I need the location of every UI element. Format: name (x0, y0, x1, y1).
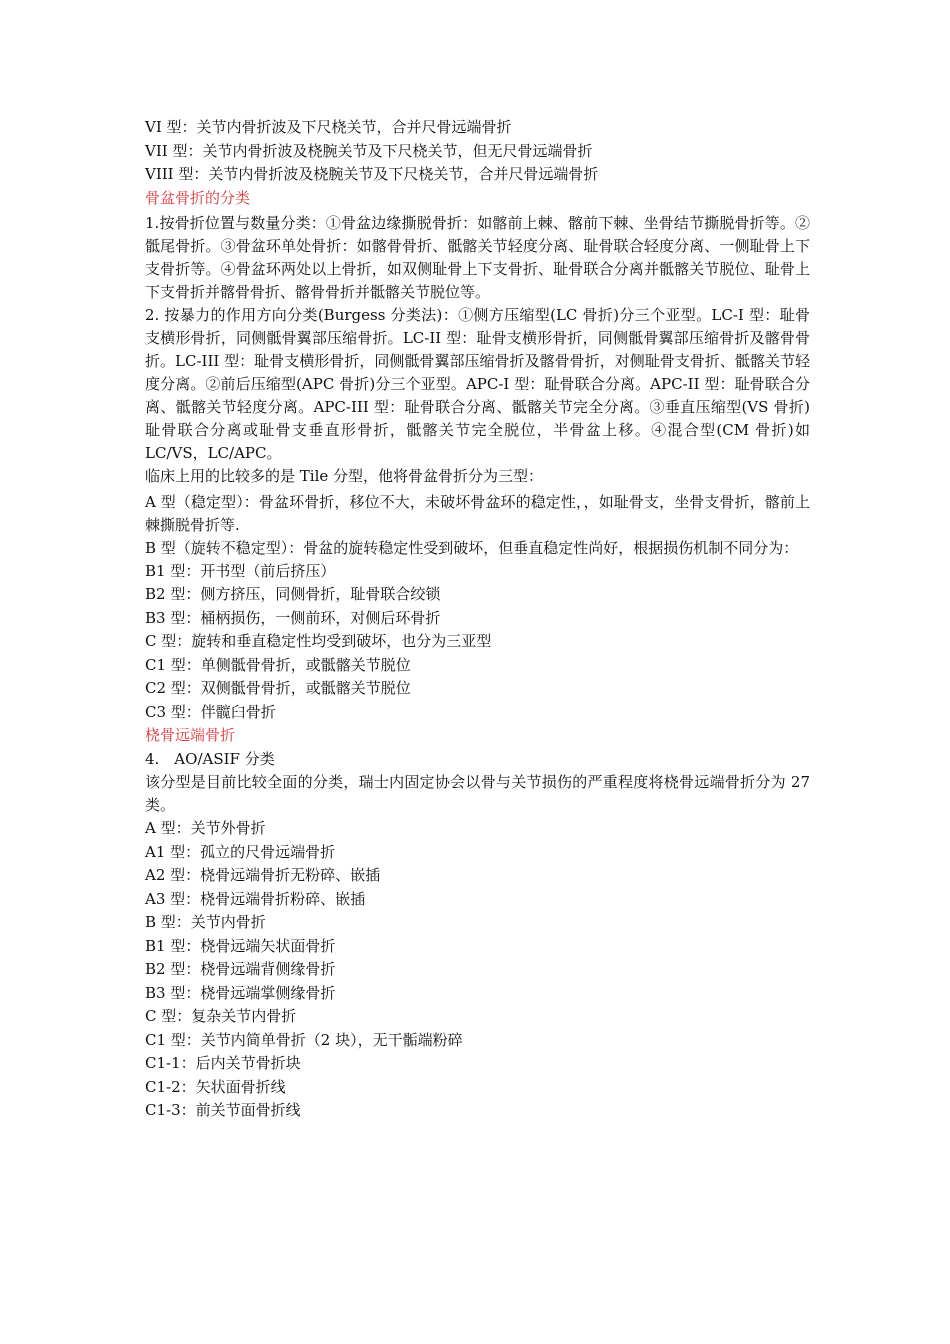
ao-c-line: C 型：复杂关节内骨折 (145, 1007, 297, 1025)
ao-c1-1-line: C1-1：后内关节骨折块 (145, 1054, 301, 1072)
tile-c3-line: C3 型：伴髋臼骨折 (145, 702, 276, 721)
tile-intro-line: 临床上用的比较多的是 Tile 分型，他将骨盆骨折分为三型： (145, 467, 544, 485)
distal-radius-heading: 桡骨远端骨折 (145, 726, 236, 744)
ao-asif-line: 4. AO/ASIF 分类 (145, 749, 275, 768)
ao-a-line: A 型：关节外骨折 (145, 819, 266, 837)
tile-type-b-paragraph: B 型（旋转不稳定型）：骨盆的旋转稳定性受到破坏，但垂直稳定性尚好，根据损伤机制不同分为： (145, 538, 799, 557)
ao-b-line: B 型：关节内骨折 (145, 913, 266, 931)
tile-c1-line: C1 型：单侧骶骨骨折，或骶髂关节脱位 (145, 655, 411, 674)
ao-a1-line: A1 型：孤立的尺骨远端骨折 (145, 842, 336, 861)
burgess-classification-paragraph: 2. 按暴力的作用方向分类(Burgess 分类法)：①侧方压缩型(LC 骨折)分三个亚型。LC-I 型：耻骨支横形骨折，同侧骶骨翼部压缩骨折。LC-II 型：耻骨支横形骨折，同侧骶骨翼部压缩骨折及髂骨骨折。LC-III 型：耻骨支横形骨折，同侧骶骨翼部压缩骨折及髂骨骨折，对侧耻骨支骨折、骶髂关节轻度分离。②前后压缩型(APC 骨折)分三个亚型。APC-I 型：耻骨联合分离。APC-II 型：耻骨联合分离、骶髂关节轻度分离。APC-III 型：耻骨联合分离、骶髂关节完全分离。③垂直压缩型(VS 骨折)耻骨联合分离或耻骨支垂直形骨折，骶髂关节完全脱位，半骨盆上移。④混合型(CM 骨折)如 LC/VS，LC/APC。 (145, 306, 810, 462)
ao-asif-description-paragraph: 该分型是目前比较全面的分类，瑞士内固定协会以骨与关节损伤的严重程度将桡骨远端骨折分为 27 类。 (145, 773, 810, 814)
ao-a2-line: A2 型：桡骨远端骨折无粉碎、嵌插 (145, 866, 381, 884)
type-vi-line: VI 型：关节内骨折波及下尺桡关节，合并尺骨远端骨折 (145, 118, 512, 136)
document-body (145, 116, 810, 1123)
ao-b3-line: B3 型：桡骨远端掌侧缘骨折 (145, 983, 336, 1002)
ao-b1-line: B1 型：桡骨远端矢状面骨折 (145, 936, 336, 955)
ao-a3-line: A3 型：桡骨远端骨折粉碎、嵌插 (145, 889, 366, 908)
ao-b2-line: B2 型：桡骨远端背侧缘骨折 (145, 960, 336, 978)
ao-c1-line: C1 型：关节内简单骨折（2 块），无干骺端粉碎 (145, 1030, 463, 1049)
type-vii-line: VII 型：关节内骨折波及桡腕关节及下尺桡关节，但无尺骨远端骨折 (145, 141, 593, 160)
type-viii-line: VIII 型：关节内骨折波及桡腕关节及下尺桡关节，合并尺骨远端骨折 (145, 165, 599, 183)
tile-b2-line: B2 型：侧方挤压，同侧骨折，耻骨联合绞锁 (145, 585, 441, 603)
location-classification-paragraph: 1.按骨折位置与数量分类：①骨盆边缘撕脱骨折：如髂前上棘、髂前下棘、坐骨结节撕脱骨折等。②骶尾骨折。③骨盆环单处骨折：如髂骨骨折、骶髂关节轻度分离、耻骨联合轻度分离、一侧耻骨上下支骨折等。④骨盆环两处以上骨折，如双侧耻骨上下支骨折、耻骨联合分离并骶髂关节脱位、耻骨上下支骨折并髂骨骨折、髂骨骨折并骶髂关节脱位等。 (145, 214, 810, 301)
tile-c-line: C 型：旋转和垂直稳定性均受到破坏，也分为三亚型 (145, 632, 492, 650)
tile-type-a-paragraph: A 型（稳定型）：骨盆环骨折，移位不大，未破坏骨盆环的稳定性，，如耻骨支，坐骨支骨折，髂前上棘撕脱骨折等. (145, 492, 810, 534)
tile-b3-line: B3 型：桶柄损伤，一侧前环，对侧后环骨折 (145, 608, 441, 627)
tile-b1-line: B1 型：开书型（前后挤压） (145, 561, 336, 580)
pelvic-fracture-heading: 骨盆骨折的分类 (145, 188, 251, 207)
tile-c2-line: C2 型：双侧骶骨骨折，或骶髂关节脱位 (145, 679, 411, 697)
ao-c1-2-line: C1-2：矢状面骨折线 (145, 1077, 286, 1096)
ao-c1-3-line: C1-3：前关节面骨折线 (145, 1101, 301, 1119)
